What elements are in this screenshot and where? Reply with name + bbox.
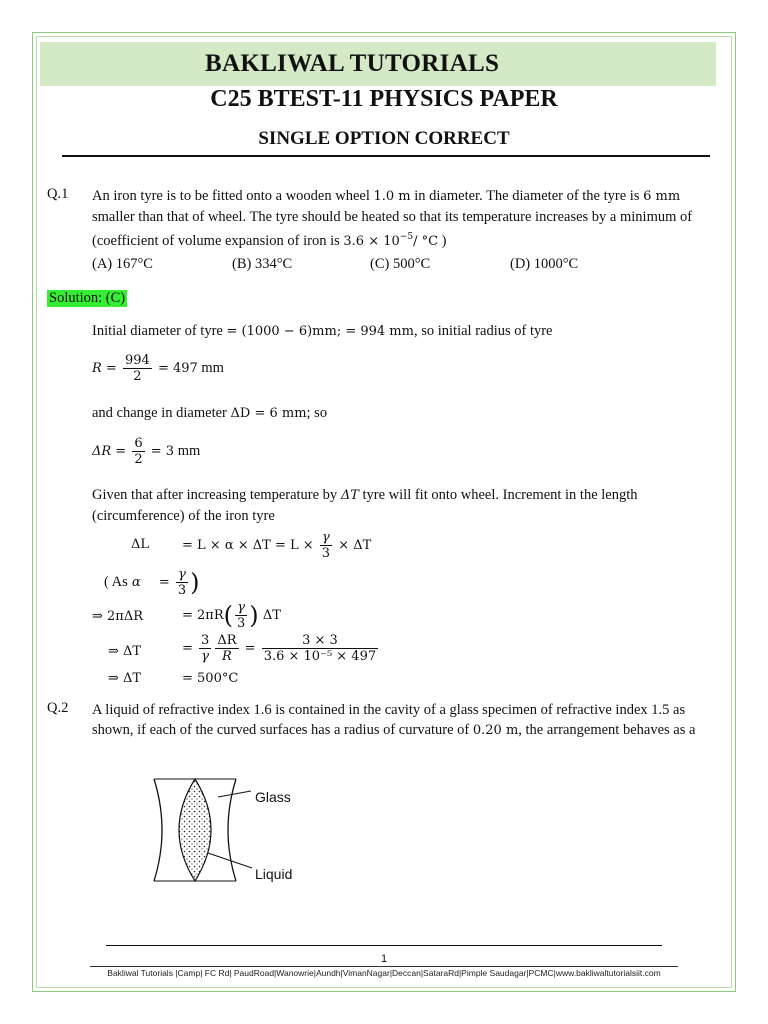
eq2-den: 3 — [177, 583, 187, 598]
header-rule — [62, 155, 710, 157]
equation-delta-l-lhs: ΔL — [131, 537, 150, 552]
eq3-fraction — [235, 600, 247, 631]
solution-line-3 — [92, 485, 718, 526]
eq3-end: ΔT — [262, 608, 281, 623]
q1-text-a: An iron tyre is to be fitted onto a wooden wheel — [92, 188, 374, 204]
eq2-num: γ — [176, 567, 188, 583]
equation-circumference — [182, 600, 281, 631]
equation-result-lhs: ⇒ ΔT — [108, 671, 142, 686]
eq2-alpha: α — [131, 575, 141, 590]
eq-r-fraction — [123, 353, 152, 384]
q2-text-b: , the arrangement behaves as a — [518, 722, 696, 738]
equation-delta-t-lhs: ⇒ ΔT — [108, 644, 142, 659]
sol-line2-b: ; so — [306, 405, 328, 421]
eq3-mid: = 2πR — [182, 608, 224, 623]
sol-line2-math: ΔD = 6 mm — [230, 406, 307, 421]
sol-line1-math: = (1000 − 6)mm; = 994 mm — [226, 324, 414, 339]
eq-dr-num: 6 — [134, 436, 143, 451]
page-number: 1 — [380, 953, 388, 965]
option-c: (C) 500°C — [370, 256, 431, 272]
question-1-text — [92, 186, 718, 252]
q1-text-b: in diameter. The diameter of the tyre is — [410, 188, 644, 204]
paper-title: C25 BTEST-11 PHYSICS PAPER — [210, 86, 558, 112]
q1-text-c: smaller than that of wheel. The tyre should be heated so that its temperature increases by a minimum of (coefficient of volume expansion of iron is — [92, 209, 693, 249]
solution-label: Solution: (C) — [49, 290, 126, 306]
equation-circumference-lhs: ⇒ 2πΔR — [92, 609, 144, 624]
question-2-text — [92, 700, 718, 741]
eq3-close-paren: ) — [249, 601, 259, 630]
institute-title: BAKLIWAL TUTORIALS — [205, 50, 500, 77]
glass-label: Glass — [255, 789, 291, 805]
equation-radius — [92, 353, 224, 384]
q1-coeff-exp: −5 — [399, 232, 414, 242]
footer-text: Bakliwal Tutorials |Camp| FC Rd| PaudRoad|Wanowrie|Aundh|VimanNagar|Deccan|SataraRd|Pimple Saudagar|PCMC|www.bakliwaltutorialsiit.com — [107, 968, 661, 978]
equation-alpha — [104, 567, 200, 598]
option-d: (D) 1000°C — [510, 256, 579, 272]
eq-r-num: 994 — [124, 353, 150, 368]
equation-result: = 500°C — [182, 671, 239, 686]
solution-line-1 — [92, 321, 718, 342]
question-1-number: Q.1 — [47, 186, 69, 202]
lens-figure — [148, 775, 308, 890]
eq4-n3: 3 × 3 — [262, 633, 378, 649]
option-b: (B) 334°C — [232, 256, 293, 272]
eq4-fraction-2 — [215, 633, 238, 664]
footer-rule — [106, 945, 662, 946]
question-2-number: Q.2 — [47, 700, 69, 716]
glass-leader-line — [218, 791, 251, 797]
liquid-cavity — [179, 779, 211, 881]
solution-line-2 — [92, 403, 718, 424]
q1-6mm: 6 mm — [643, 189, 681, 204]
eq1-num: γ — [320, 530, 332, 546]
eq1-mid: = L × α × ΔT = L × — [182, 538, 314, 553]
q2-radius: 0.20 m — [472, 723, 519, 738]
eq-dr-unit: mm — [174, 443, 201, 459]
eq4-fraction-1 — [199, 633, 211, 664]
eq-r-rhs: = 497 — [157, 361, 198, 376]
q1-coeff: 3.6 × 10 — [343, 233, 400, 249]
eq4-eq: = — [182, 641, 193, 656]
sol-line2-a: and change in diameter — [92, 405, 231, 421]
eq-r-unit: mm — [197, 360, 224, 376]
liquid-label: Liquid — [255, 866, 293, 882]
sol-line1-a: Initial diameter of tyre — [92, 323, 227, 339]
sol-line3-b: tyre will fit onto wheel. Increment in the length (circumference) of the iron tyre — [92, 487, 638, 524]
eq4-d2: R — [222, 649, 232, 664]
q2-text-a: A liquid of refractive index 1.6 is contained in the cavity of a glass specimen of refractive index 1.5 as shown, if each of the curved surfaces has a radius of curvature of — [92, 702, 686, 738]
q1-text-d: ) — [438, 232, 447, 249]
eq2-eq: = — [158, 575, 170, 590]
eq-r-lhs: R = — [92, 361, 117, 376]
equation-delta-radius — [92, 436, 200, 467]
eq1-den: 3 — [321, 546, 331, 561]
eq-dr-fraction — [132, 436, 144, 467]
q1-coeff-unit: / °C — [413, 233, 439, 249]
eq2-fraction — [176, 567, 188, 598]
glass-left-surface — [154, 779, 162, 881]
eq-dr-rhs: = 3 — [150, 444, 175, 459]
eq2-open: ( As — [104, 574, 128, 590]
eq3-open-paren: ( — [223, 601, 234, 630]
sol-line1-b: , so initial radius of tyre — [413, 323, 553, 339]
option-a: (A) 167°C — [92, 256, 153, 272]
eq2-close-paren: ) — [190, 568, 200, 597]
eq4-n2: ΔR — [217, 633, 237, 648]
equation-delta-t — [182, 633, 380, 664]
eq-dr-lhs: ΔR = — [92, 444, 127, 459]
eq4-eq2: = — [244, 641, 256, 656]
footer-divider — [90, 966, 678, 967]
eq4-fraction-3 — [262, 633, 378, 664]
eq4-d3: 3.6 × 10⁻⁵ × 497 — [263, 649, 377, 664]
equation-delta-l — [182, 530, 371, 561]
eq-r-den: 2 — [133, 369, 142, 384]
eq1-fraction — [320, 530, 332, 561]
eq4-n1: 3 — [201, 633, 210, 648]
eq4-d1: γ — [201, 649, 210, 664]
eq1-end: × ΔT — [338, 538, 372, 553]
sol-line3-math: ΔT — [340, 488, 359, 503]
sol-line3-a: Given that after increasing temperature by — [92, 487, 341, 503]
eq3-den: 3 — [237, 616, 246, 631]
eq3-num: γ — [235, 600, 247, 616]
q1-diameter: 1.0 m — [373, 189, 411, 204]
section-title: SINGLE OPTION CORRECT — [258, 128, 510, 149]
eq-dr-den: 2 — [134, 452, 143, 467]
